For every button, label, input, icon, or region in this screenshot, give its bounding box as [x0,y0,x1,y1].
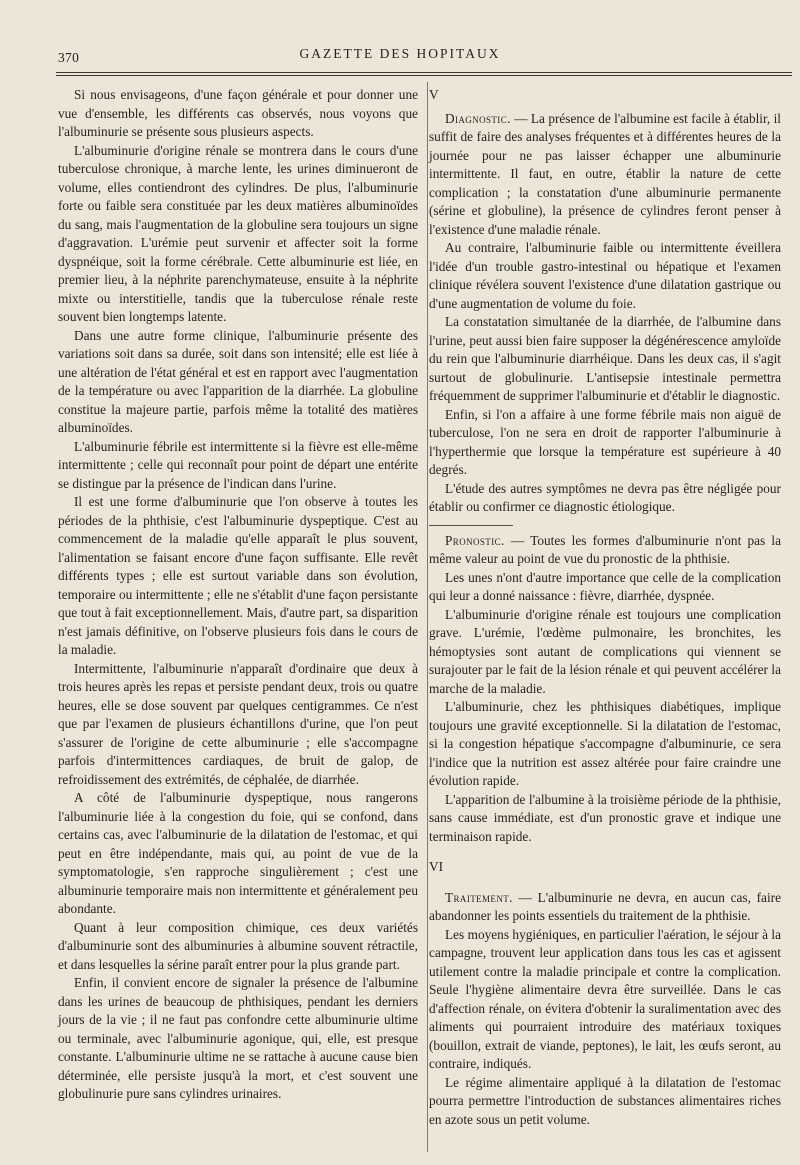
paragraph: L'étude des autres symptômes ne devra pas être négligée pour établir ou confirmer ce diagnostic étiologique. [429,480,781,514]
paragraph: Les unes n'ont d'autre importance que celle de la complication qui leur a donné naissance : fièvre, diarrhée, dyspnée. [429,569,781,603]
left-column [58,86,418,1104]
right-column [429,86,781,1129]
paragraph: L'albuminurie, chez les phthisiques diabétiques, implique toujours une gravité exceptionnelle. Si la dilatation de l'estomac, si la congestion hépatique s'accompagne d'albuminurie, ce sera l'indice que la nutrition est assez altérée pour faire craindre une évolution rapide. [429,699,781,788]
section-number-vi: VI [429,859,444,874]
traitement-heading: Traitement. [445,889,513,905]
paragraph: Il est une forme d'albuminurie que l'on observe à toutes les périodes de la phthisie, c'est l'albuminurie dyspeptique. C'est au commencement de la maladie qu'elle apparaît le plus souvent, l'alimentation se faisant encore d'une façon suffisante. Elle revêt différents types ; elle est surtout variable dans son évolution, temporaire ou intermittente ; elle ne s'établit d'une façon persistante que tout à fait exceptionnellement. Mais, d'autre part, sa disparition n'est jamais définitive, on l'observe plusieurs fois dans le cours de la maladie. [58,494,418,657]
paragraph: A côté de l'albuminurie dyspeptique, nous rangerons l'albuminurie liée à la congestion du foie, qui se confond, dans certains cas, avec l'albuminurie de la dilatation de l'estomac, et qui peut en être indépendante, mais qui, au point de vue de la symptomatologie, s'en rapproche singulièrement ; c'est une albuminurie temporaire mais non intermittente et généralement peu abondante. [58,790,418,916]
paragraph-traitement [429,889,781,926]
page-number: 370 [58,50,80,65]
section-separator [429,525,513,526]
paragraph: Quant à leur composition chimique, ces deux variétés d'albuminurie sont des albuminuries à albumine souvent rétractile, et dans lesquelles la sérine paraît entrer pour la plus grande part. [58,919,418,972]
pronostic-heading: Pronostic. [445,532,505,548]
paragraph: L'apparition de l'albumine à la troisième période de la phthisie, sans cause immédiate, est d'un pronostic grave et indique une terminaison rapide. [429,791,781,844]
paragraph: Intermittente, l'albuminurie n'apparaît d'ordinaire que deux à trois heures après les repas et persiste pendant deux, trois ou quatre heures, elle se dose souvent par quelques centigrammes. Ce n'est que par l'examen de plusieurs échantillons d'urine, que l'on peut s'assurer de l'origine de cette albuminurie ; elle s'accompagne parfois d'intermittences cardiaques, de bruit de galop, de refroidissement des extrémités, de céphalée, de diarrhée. [58,660,418,787]
paragraph: Les moyens hygiéniques, en particulier l'aération, le séjour à la campagne, trouvent leur application dans tous les cas et agissent utilement contre la maladie principale et contre la complication. Seule l'hygiène alimentaire devra être surveillée. Dans le cas d'affection rénale, on évitera d'obtenir la suralimentation avec des aliments qui pourraient introduire des matériaux toxiques (bouillon, extrait de viande, peptones), le lait, les œufs seront, au contraire, indiqués. [429,926,781,1071]
paragraph: Enfin, si l'on a affaire à une forme fébrile mais non aiguë de tuberculose, l'on ne sera en droit de rapporter l'albuminurie à l'hyperthermie que lorsque la température est supérieure à 40 degrés. [429,406,781,477]
paragraph: L'albuminurie d'origine rénale se montrera dans le cours d'une tuberculose chronique, à marche lente, les urines diminueront de volume, elles contiendront des cylindres. De plus, l'albuminurie forte ou faible sera constituée par les deux matières albuminoïdes du sang, mais l'augmentation de la globuline sera toujours un signe d'aggravation. L'urémie peut survenir et affecter soit la forme dyspnéique, soit la forme cérébrale. Cette albuminurie est liée, en premier lieu, à la néphrite parenchymateuse, ensuite à la néphrite mixte ou interstitielle, tandis que la tuberculose rénale reste souvent bien longtemps latente. [58,142,418,324]
paragraph: Au contraire, l'albuminurie faible ou intermittente éveillera l'idée d'un trouble gastro-intestinal ou hépatique et l'examen clinique révélera souvent l'existence d'une dilatation gastrique ou d'une augmentation de volume du foie. [429,240,781,311]
header-rule-bottom [56,75,792,76]
header-rule-top [56,72,792,73]
paragraph: Le régime alimentaire appliqué à la dilatation de l'estomac pourra permettre l'introduction de substances alimentaires riches en azote sous un petit volume. [429,1074,781,1127]
diagnostic-heading: Diagnostic. [445,110,511,126]
paragraph: Dans une autre forme clinique, l'albuminurie présente des variations soit dans sa durée, soit dans son intensité; elle est liée à une altération de l'état général et est en rapport avec l'augmentation de la température ou avec l'apparition de la diarrhée. La globuline constitue la majeure partie, parfois même la totalité des matières albuminoïdes. [58,327,418,435]
paragraph: La constatation simultanée de la diarrhée, de l'albumine dans l'urine, peut aussi bien faire supposer la dégénérescence amyloïde du rein que l'albuminurie diarrhéique. Dans les deux cas, il s'agit surtout de globulinurie. L'antisepsie intestinale permettra fréquemment de supprimer l'albuminurie et d'établir le diagnostic. [429,314,781,403]
paragraph-pronostic [429,532,781,569]
paragraph-text: — L'albuminurie ne devra, en aucun cas, faire abandonner les points essentiels du traitement de la phthisie. [429,889,781,923]
journal-title: GAZETTE DES HOPITAUX [299,46,501,61]
paragraph-text: — La présence de l'albumine est facile à établir, il suffit de faire des analyses fréquentes et à différentes heures de la journée pour ne pas laisser échapper une albuminurie intermittente. Il faut, en outre, établir la nature de cette complication ; la constatation d'une albuminurie permanente (sérine et globuline), la présence de cylindres feront penser à l'existence d'une maladie rénale. [429,110,781,237]
paragraph: L'albuminurie d'origine rénale est toujours une complication grave. L'urémie, l'œdème pulmonaire, les bronchites, les hémoptysies sont autant de complications qui viennent se surajouter par le fait de la lésion rénale et qui peuvent accélérer la marche de la maladie. [429,606,781,696]
paragraph: Enfin, il convient encore de signaler la présence de l'albumine dans les urines de beaucoup de phthisiques, pendant les derniers jours de la vie ; il ne faut pas confondre cette albuminurie ultime ou terminale, avec l'albuminurie agonique, qui, elle, est presque constante. L'albuminurie ultime ne se rattache à aucune cause bien déterminée, elle persiste jusqu'à la mort, et c'est souvent une globulinurie pure sans cylindres urinaires. [58,975,418,1101]
paragraph: Si nous envisageons, d'une façon générale et pour donner une vue d'ensemble, les différents cas observés, nous voyons que l'albuminurie se présente sous plusieurs aspects. [58,87,418,139]
paragraph-text: — Toutes les formes d'albuminurie n'ont pas la même valeur au point de vue du pronostic de la phthisie. [429,532,781,566]
section-number-v: V [429,87,439,102]
paragraph: L'albuminurie fébrile est intermittente si la fièvre est elle-même intermittente ; celle qui reconnaît pour point de départ une entérite se distingue par la présence de l'indican dans l'urine. [58,438,418,491]
column-divider [427,82,428,1152]
paragraph-diagnostic [429,110,781,240]
